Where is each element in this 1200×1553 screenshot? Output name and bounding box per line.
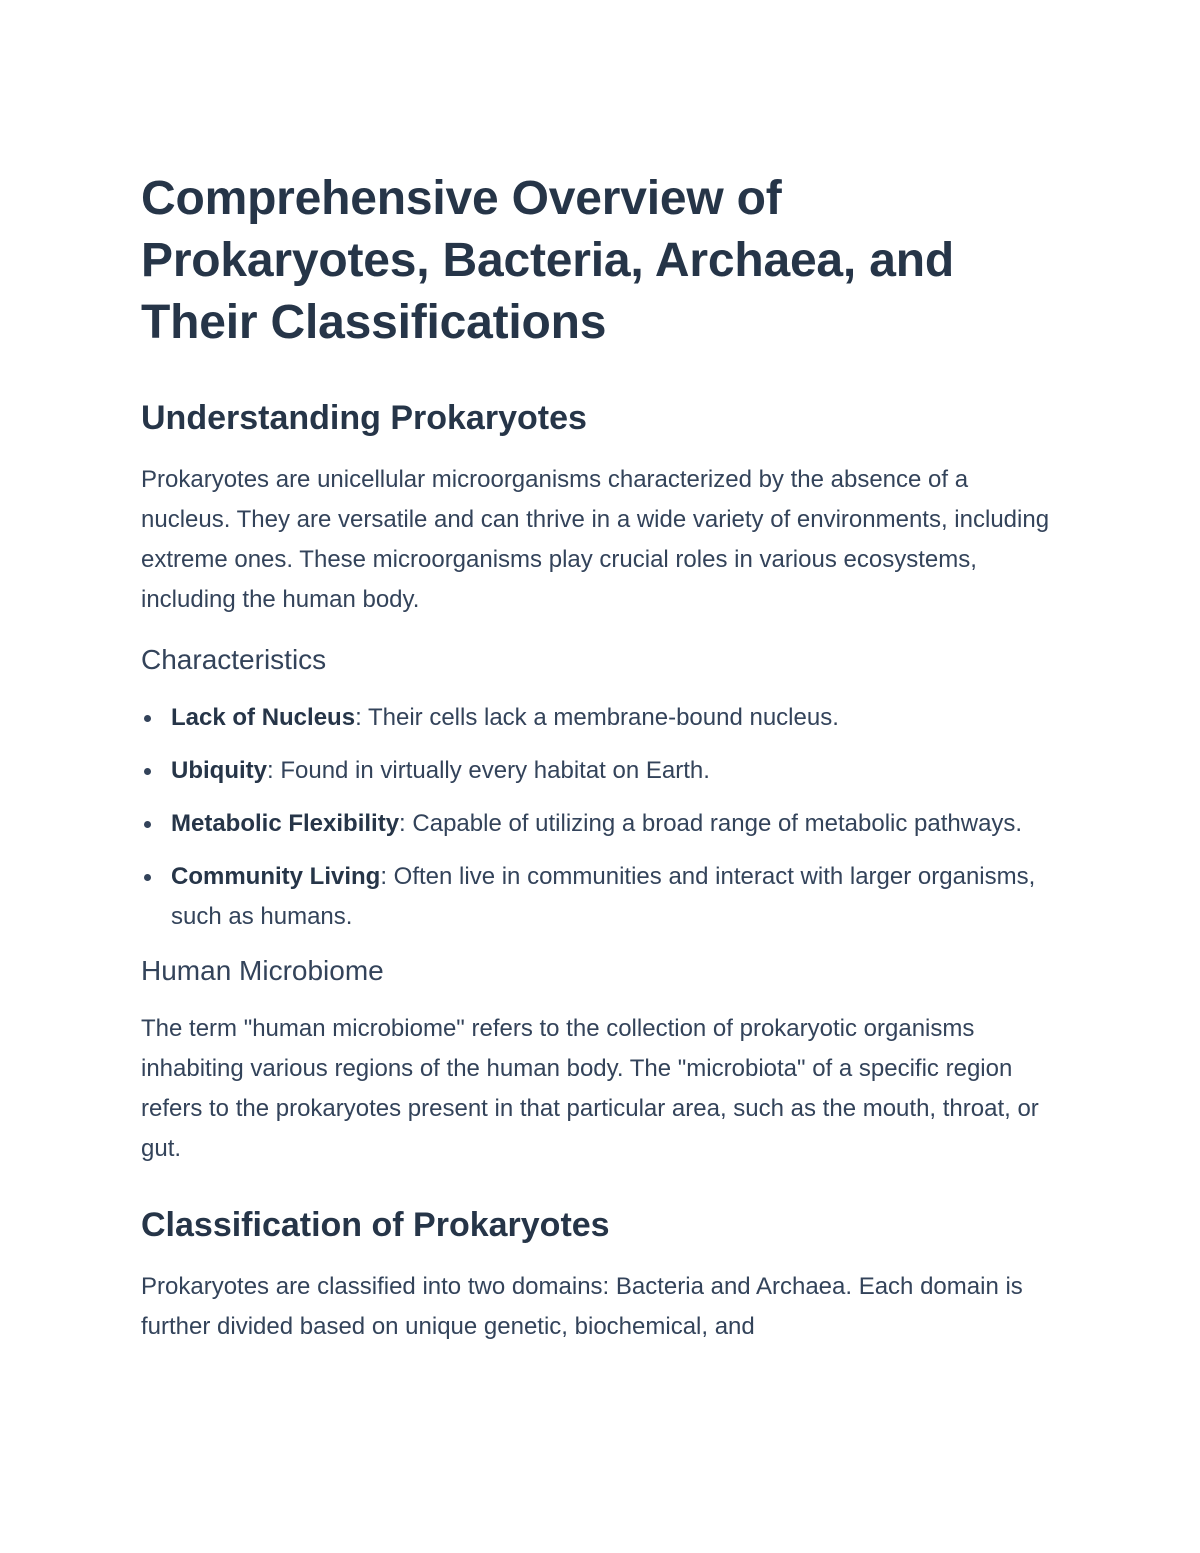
list-item <box>141 698 1050 738</box>
intro-paragraph: Prokaryotes are unicellular microorganisms characterized by the absence of a nucleus. They are versatile and can thrive in a wide variety of environments, including extreme ones. These microorganisms play crucial roles in various ecosystems, including the human body. <box>141 466 1050 613</box>
list-item-text: : Found in virtually every habitat on Earth. <box>267 757 710 784</box>
list-item-term: Lack of Nucleus <box>171 704 356 731</box>
list-item-text: : Capable of utilizing a broad range of metabolic pathways. <box>399 810 1023 837</box>
classification-paragraph: Prokaryotes are classified into two domains: Bacteria and Archaea. Each domain is further divided based on unique genetic, biochemical, and <box>141 1273 1023 1340</box>
section-heading-understanding-prokaryotes: Understanding Prokaryotes <box>141 399 587 437</box>
bullet-icon <box>144 715 151 722</box>
list-item-term: Metabolic Flexibility <box>171 810 400 837</box>
bullet-icon <box>144 821 151 828</box>
list-item <box>141 804 1050 844</box>
bullet-icon <box>144 768 151 775</box>
list-item-term: Community Living <box>171 863 381 890</box>
section-heading-classification: Classification of Prokaryotes <box>141 1206 610 1244</box>
list-item <box>141 751 1050 791</box>
list-item-text: : Often live in communities and interact with larger organisms, such as humans. <box>171 863 1036 930</box>
list-item <box>141 857 1050 937</box>
subheading-characteristics: Characteristics <box>141 644 327 675</box>
characteristics-list <box>141 698 1050 937</box>
bullet-icon <box>144 874 151 881</box>
document-title: Comprehensive Overview of Prokaryotes, Bacteria, Archaea, and Their Classifications <box>141 172 954 349</box>
subheading-human-microbiome: Human Microbiome <box>141 955 384 986</box>
list-item-text: : Their cells lack a membrane-bound nucleus. <box>355 704 839 731</box>
microbiome-paragraph: The term "human microbiome" refers to the collection of prokaryotic organisms inhabiting various regions of the human body. The "microbiota" of a specific region refers to the prokaryotes present in that particular area, such as the mouth, throat, or gut. <box>141 1015 1039 1162</box>
list-item-term: Ubiquity <box>171 757 267 784</box>
